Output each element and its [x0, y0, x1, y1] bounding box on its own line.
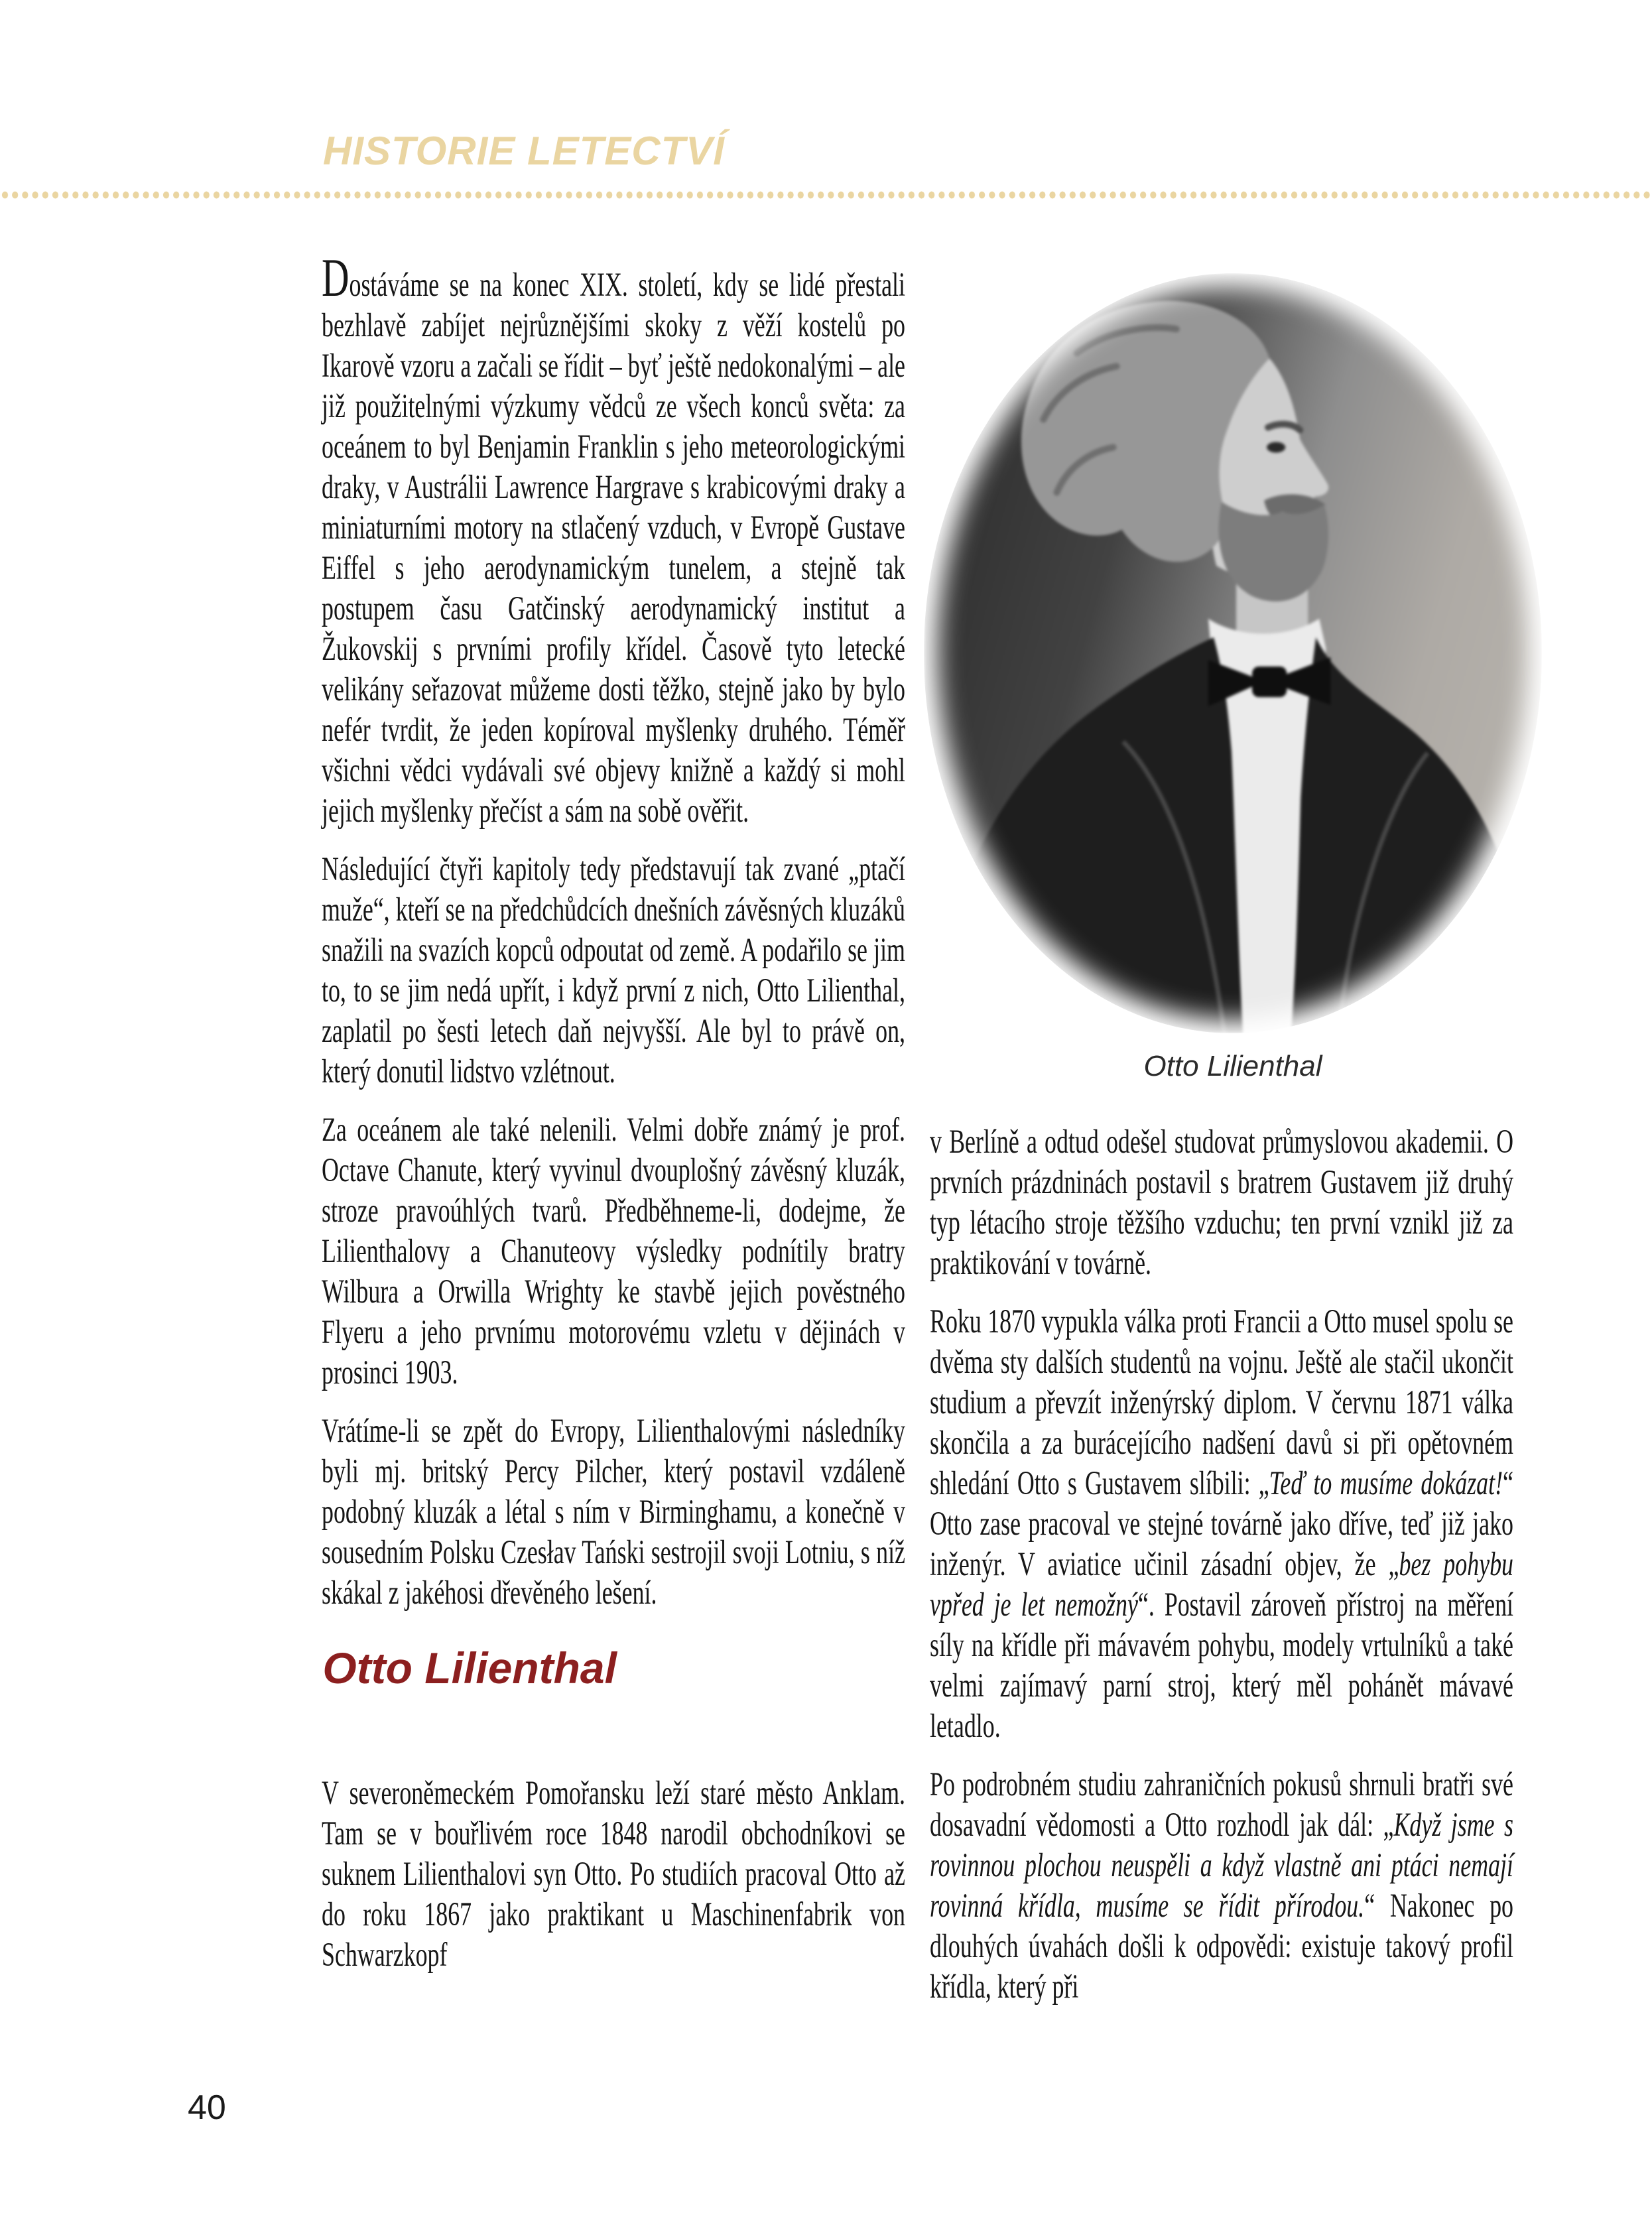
portrait-photo — [924, 273, 1542, 1033]
dotted-divider — [0, 190, 1652, 200]
photo-caption: Otto Lilienthal — [1143, 1050, 1322, 1082]
left-column-intro-paragraphs — [322, 247, 905, 1614]
page-number: 40 — [188, 2088, 226, 2127]
paragraph: Roku 1870 vypukla válka proti Francii a Otto musel spolu se dvěma sty dalších studentů na vojnu. Ještě ale stačil ukončit studium a převzít inženýrský diplom. V červnu 1871 válka skončila a za burácejícího nadšení davů si při opětovném shledání Otto s Gustavem slíbili: „Teď to musíme dokázat!“ Otto zase pracoval ve stejné továrně jako dříve, teď již jako inženýr. V aviatice učinil zásadní objev, že „bez pohybu vpřed je let nemožný“. Postavil zároveň přístroj na měření síly na křídle při mávavém pohybu, modely vrtulníků a také velmi zajímavý parní stroj, který měl pohánět mávavé letadlo. — [930, 1303, 1514, 1745]
left-column-biography-paragraphs — [322, 1773, 905, 1976]
paragraph: Za oceánem ale také nelenili. Velmi dobře známý je prof. Octave Chanute, který vyvinul dvouplošný závěsný kluzák, stroze pravoúhlých tvarů. Předběhneme-li, dodejme, že Lilienthalovy a Chanuteovy výsledky podnítily bratry Wilbura a Orwilla Wrighty ke stavbě jejich pověstného Flyeru a jeho prvnímu motorovému vzletu v dějinách v prosinci 1903. — [322, 1112, 905, 1391]
right-column-paragraphs — [930, 1122, 1513, 2008]
paragraph: Po podrobném studiu zahraničních pokusů shrnuli bratři své dosavadní vědomosti a Otto rozhodl jak dál: „Když jsme s rovinnou plochou neuspěli a když vlastně ani ptáci nemají rovinná křídla, musíme se řídit přírodou.“ Nakonec po dlouhých úvahách došli k odpovědi: existuje takový profil křídla, který při — [930, 1766, 1513, 2006]
paragraph: v Berlíně a odtud odešel studovat průmyslovou akademii. O prvních prázdninách postavil s bratrem Gustavem již druhý typ létacího stroje těžšího vzduchu; ten první vznikl již za praktikování v továrně. — [930, 1123, 1513, 1282]
paragraph: Následující čtyři kapitoly tedy představují tak zvané „ptačí muže“, kteří se na předchůdcích dnešních závěsných kluzáků snažili na svazích kopců odpoutat od země. A podařilo se jim to, to se jim nedá upřít, i když první z nich, Otto Lilienthal, zaplatil po šesti letech daň nejvyšší. Ale byl to právě on, který donutil lidstvo vzlétnout. — [322, 851, 905, 1090]
paragraph: V severoněmeckém Pomořansku leží staré město Anklam. Tam se v bouřlivém roce 1848 narodil obchodníkovi se suknem Lilienthalovi syn Otto. Po studiích pracoval Otto až do roku 1867 jako praktikant u Maschinenfabrik von Schwarzkopf — [322, 1775, 905, 1974]
section-heading: Otto Lilienthal — [322, 1643, 617, 1693]
running-header: HISTORIE LETECTVÍ — [323, 129, 725, 173]
right-column — [930, 1122, 1513, 2008]
paragraph: Vrátíme-li se zpět do Evropy, Lilienthalovými následníky byli mj. britský Percy Pilcher, který postavil vzdáleně podobný kluzák a létal s ním v Birminghamu, a konečně v sousedním Polsku Czesłav Tański sestrojil svoji Lotniu, s níž skákal z jakéhosi dřevěného lešení. — [322, 1413, 905, 1612]
paragraph: Dostáváme se na konec XIX. století, kdy se lidé přestali bezhlavě zabíjet nejrůznějšími skoky z věží kostelů po Ikarově vzoru a začali se řídit – byť ještě nedokonalými – ale již použitelnými výzkumy vědců ze všech konců světa: za oceánem to byl Benjamin Franklin s jeho meteorologickými draky, v Austrálii Lawrence Hargrave s krabicovými draky a miniaturními motory na stlačený vzduch, v Evropě Gustave Eiffel s jeho aerodynamickým tunelem, a stejně tak postupem času Gatčinský aerodynamický institut a Žukovskij s prvními profily křídel. Časově tyto letecké velikány seřazovat můžeme dosti těžko, stejně jako by bylo nefér tvrdit, že jeden kopíroval myšlenky druhého. Téměř všichni vědci vydávali své objevy knižně a každý si mohl jejich myšlenky přečíst a sám na sobě ověřit. — [322, 247, 905, 830]
left-column — [322, 247, 905, 1976]
portrait-photo-oval — [924, 273, 1542, 1033]
otto-lilienthal-portrait-image — [924, 273, 1542, 1033]
